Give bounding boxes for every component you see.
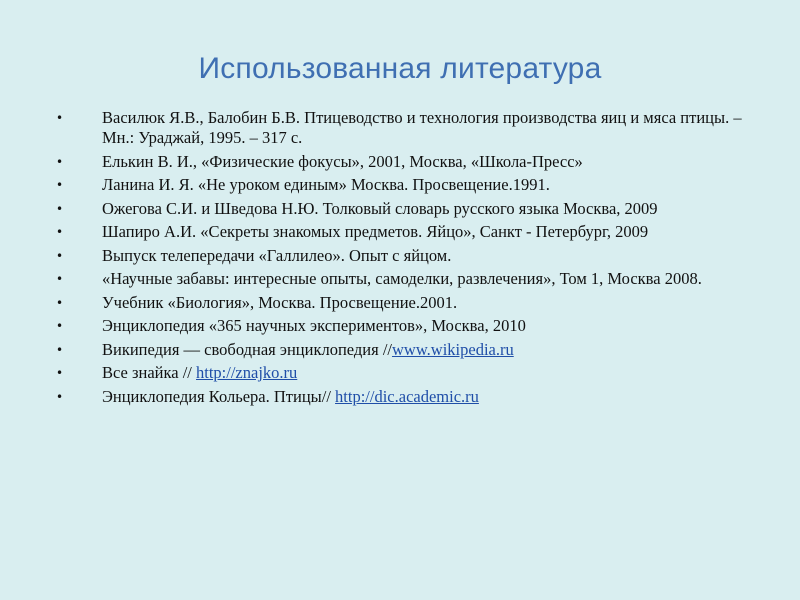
- reference-item: [56, 246, 766, 266]
- bullet-icon: •: [56, 366, 64, 380]
- znajko-link[interactable]: http://znajko.ru: [196, 363, 298, 382]
- bullet-icon: •: [56, 295, 64, 310]
- reference-text: Выпуск телепередачи «Галлилео». Опыт с яйцом.: [102, 245, 452, 265]
- slide-title: Использованная литература: [198, 52, 602, 85]
- reference-item: [56, 199, 766, 219]
- reference-item: [56, 269, 766, 289]
- reference-item: [56, 387, 766, 407]
- reference-text: Василюк Я.В., Балобин Б.В. Птицеводство и технология производства яиц и мяса птицы. – Мн.: Ураджай, 1995. – 317 с.: [102, 108, 742, 147]
- reference-list: [56, 108, 766, 410]
- reference-text: Учебник «Биология», Москва. Просвещение.2001.: [102, 292, 458, 312]
- reference-text: «Научные забавы: интересные опыты, самоделки, развлечения», Том 1, Москва 2008.: [102, 269, 702, 288]
- reference-text: Все знайка //: [102, 363, 196, 382]
- reference-item: [56, 222, 766, 242]
- reference-text: Википедия — свободная энциклопедия //: [102, 339, 392, 359]
- bullet-icon: •: [56, 201, 64, 216]
- reference-item: [56, 316, 766, 336]
- reference-item: [56, 175, 766, 195]
- bullet-icon: •: [56, 272, 64, 286]
- reference-text: Шапиро А.И. «Секреты знакомых предметов. Яйцо», Санкт - Петербург, 2009: [102, 222, 649, 241]
- reference-item: [56, 363, 766, 383]
- bullet-icon: •: [56, 154, 64, 169]
- bullet-icon: •: [56, 342, 64, 357]
- bullet-icon: •: [56, 225, 64, 239]
- bullet-icon: •: [56, 319, 64, 333]
- reference-item: [56, 293, 766, 313]
- reference-item: [56, 340, 766, 360]
- reference-text: Энциклопедия «365 научных экспериментов», Москва, 2010: [102, 316, 526, 335]
- bullet-icon: •: [56, 248, 64, 263]
- bullet-icon: •: [56, 178, 64, 192]
- reference-item: [56, 108, 766, 148]
- reference-text: Ожегова С.И. и Шведова Н.Ю. Толковый словарь русского языка Москва, 2009: [102, 198, 658, 218]
- reference-item: [56, 152, 766, 172]
- bullet-icon: •: [56, 111, 64, 125]
- reference-text: Елькин В. И., «Физические фокусы», 2001, Москва, «Школа-Пресс»: [102, 151, 583, 171]
- wikipedia-link[interactable]: www.wikipedia.ru: [391, 339, 514, 359]
- reference-text: Ланина И. Я. «Не уроком единым» Москва. Просвещение.1991.: [102, 175, 550, 194]
- bullet-icon: •: [56, 389, 64, 404]
- academic-link[interactable]: http://dic.academic.ru: [335, 386, 479, 406]
- reference-text: Энциклопедия Кольера. Птицы//: [102, 386, 336, 406]
